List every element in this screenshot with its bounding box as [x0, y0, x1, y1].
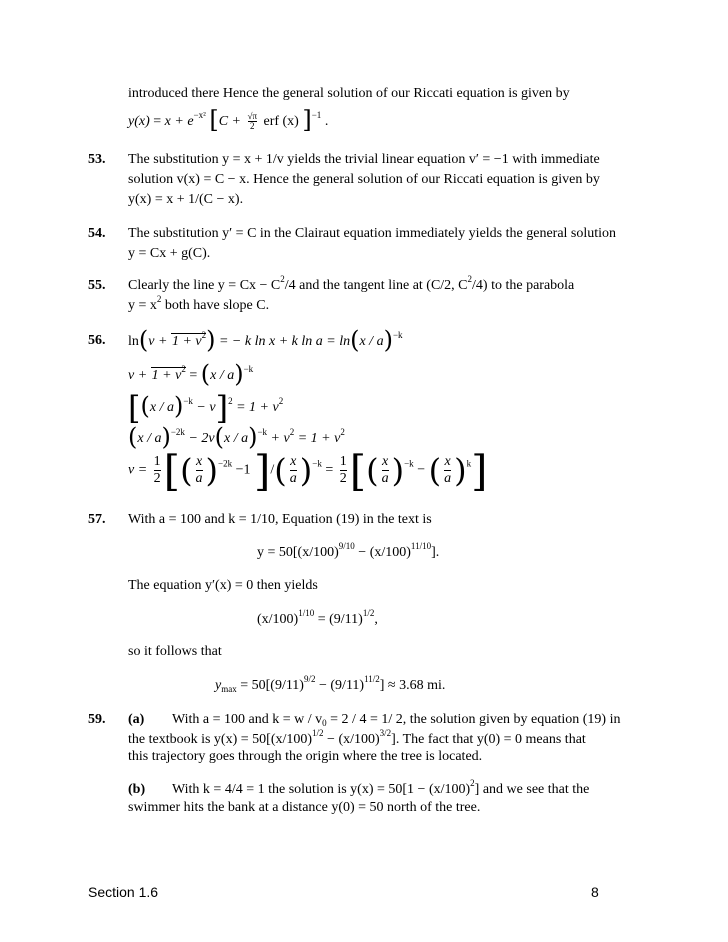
p57-line2: The equation y′(x) = 0 then yields [128, 578, 318, 593]
p53-line3: y(x) = x + 1/(C − x). [128, 192, 244, 207]
problem-number-57: 57. [88, 512, 106, 527]
p57-eq3: $y_{max} = 50[(9/11)^{9/2} - (9/11)^{11/2}] \approx 3.68$ mi. [215, 674, 446, 694]
p57-eq1: $y = 50[(x/100)^{9/10} - (x/100)^{11/10}]$. [257, 541, 440, 560]
p57-line3: so it follows that [128, 644, 222, 659]
p56-eq1: $\ln(v + 1 + v^2)$ = − k ln x + k ln a = ln(x / a)$^{-k}$ [128, 326, 403, 354]
p57-line1: With a = 100 and k = 1/10, Equation (19) in the text is [128, 512, 432, 527]
p59-part-b-label: (b) [128, 782, 146, 797]
problem-number-55: 55. [88, 278, 106, 293]
p53-line2: solution v(x) = C − x. Hence the general solution of our Riccati equation is given by [128, 172, 600, 187]
riccati-solution-equation: $y(x) = x + e^{-x^2}$ [C + $\frac{√\pi}{2}$ erf (x) ]$^{-1}$ . [128, 106, 329, 134]
footer-page-number: 8 [591, 884, 599, 900]
problem-number-59: 59. [88, 712, 106, 727]
p56-eq3: $[(x / a)^{-k} - v]^2 = 1 + v^2$ [128, 389, 284, 427]
p56-eq4: $(x / a)^{-2k} - 2v(x / a)^{-k} + v^2 = 1 + v^2$ [128, 423, 345, 451]
p59-a-line2: the textbook is $y(x) = 50[(x/100)^{1/2} - (x/100)^{3/2}]$. The fact that y(0) = 0 means that [128, 728, 586, 747]
problem-number-54: 54. [88, 226, 106, 241]
p59-a-line3: this trajectory goes through the origin where the tree is located. [128, 749, 483, 764]
p59-b-line1: With k = 4/4 = 1 the solution is $y(x) = 50[1 - (x/100)^2]$ and we see that the [172, 778, 590, 797]
p59-a-line1: With a = 100 and $k = w / v_0 = 2 / 4 = 1/$ 2, the solution given by equation (19) in [172, 712, 621, 728]
footer-section: Section 1.6 [88, 884, 159, 900]
problem-number-56: 56. [88, 333, 106, 348]
p53-line1: The substitution y = x + 1/v yields the trivial linear equation v′ = −1 with immediate [128, 152, 600, 167]
p54-line1: The substitution y′ = C in the Clairaut equation immediately yields the general solution [128, 226, 617, 241]
p59-b-line2: swimmer hits the bank at a distance y(0) = 50 north of the tree. [128, 800, 481, 815]
problem-number-53: 53. [88, 152, 106, 167]
p55-line1: Clearly the line $y = Cx - C^2/4$ and the tangent line at (C/2, $C^2/4$) to the parabola [128, 274, 575, 293]
p54-line2: y = Cx + g(C). [128, 246, 211, 261]
intro-text: introduced there Hence the general solution of our Riccati equation is given by [128, 86, 570, 101]
p56-eq5: v = $\frac{1}{2}$ [( $\frac{x}{a}$ )$^{-2k}$ −1 ]/( $\frac{x}{a}$ )$^{-k}$ = $\frac{1}{2}$ [( $\frac{x}{a}$ )$^{-k}$ − ( $\frac{x}{a}$ )$^k$] [128, 446, 488, 496]
p55-line2: $y = x^2$ both have slope C. [128, 294, 270, 313]
p56-eq2: $v + 1 + v^2 = (x / a)^{-k}$ [128, 360, 254, 388]
p59-part-a-label: (a) [128, 712, 145, 727]
p57-eq2: $(x/100)^{1/10} = (9/11)^{1/2}$, [257, 608, 378, 627]
